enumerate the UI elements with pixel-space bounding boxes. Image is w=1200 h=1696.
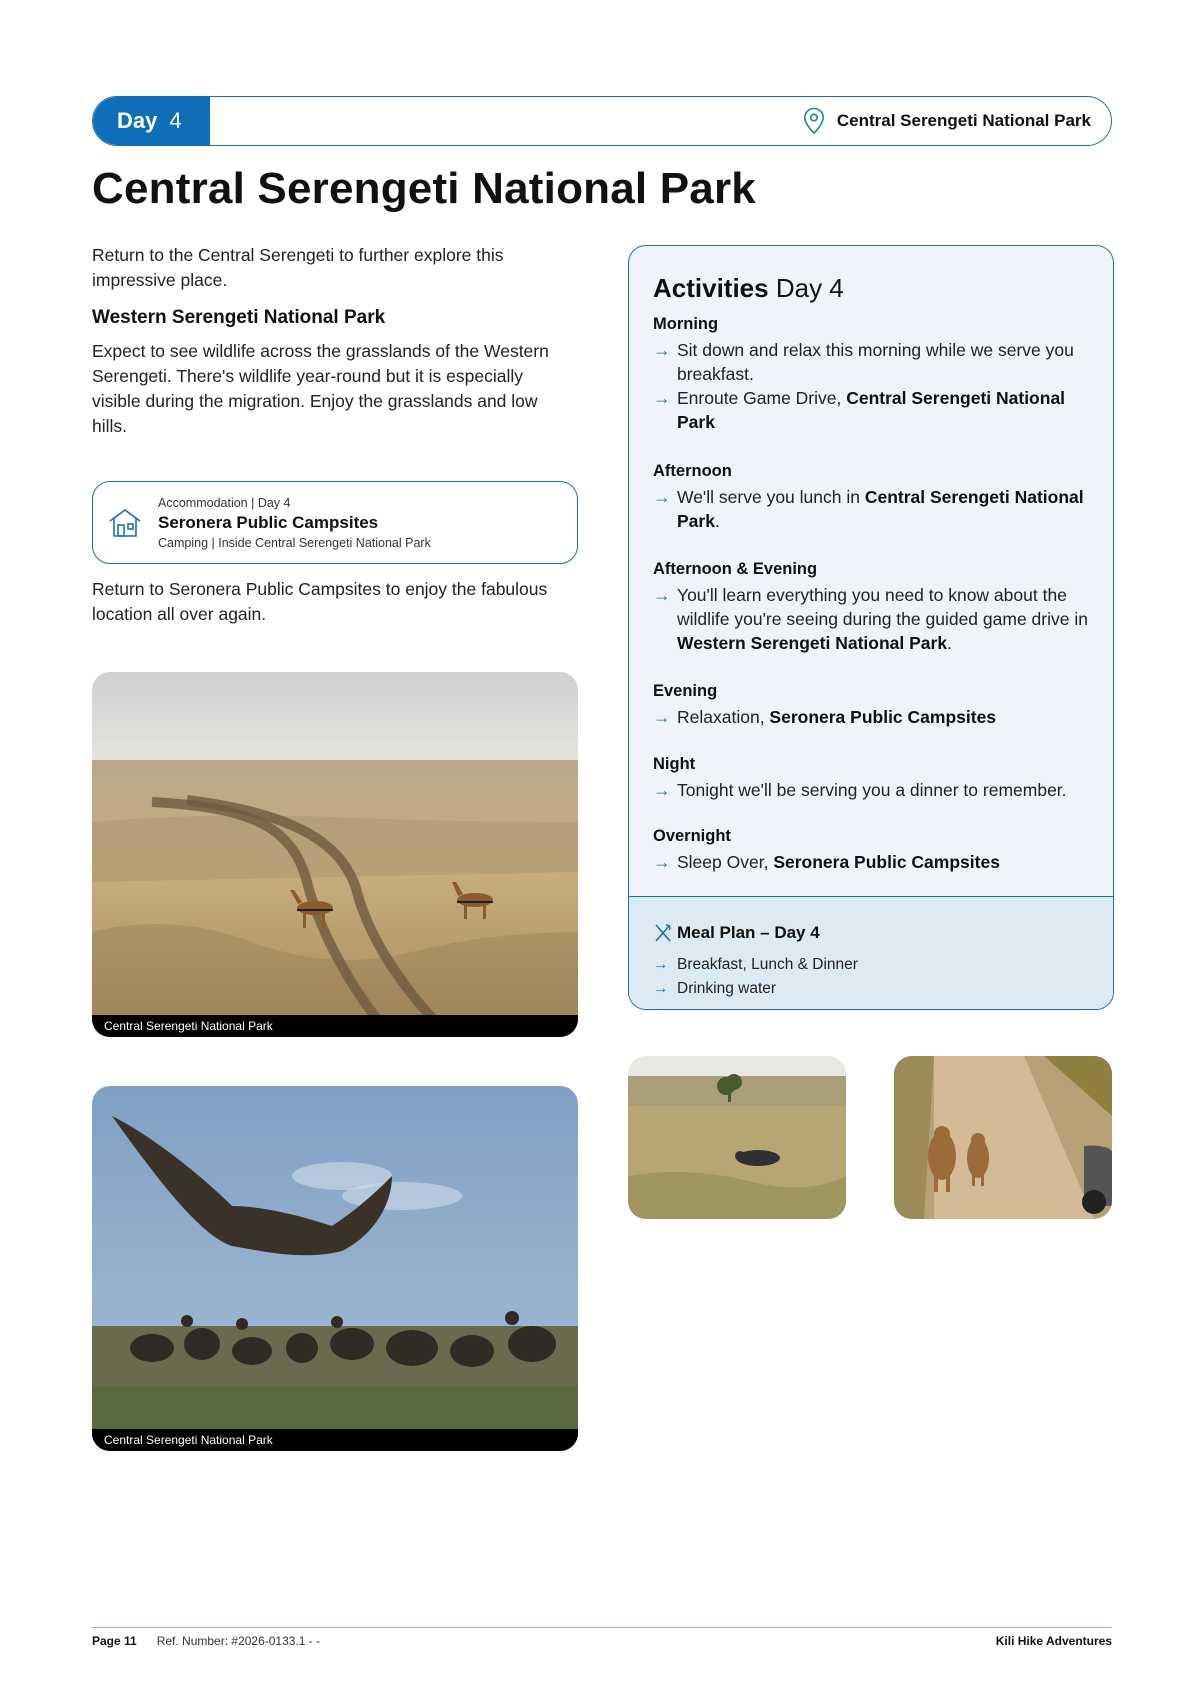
lions-road-image <box>894 1056 1112 1219</box>
day-location <box>803 107 1111 135</box>
activity-text: Enroute Game Drive, <box>677 388 847 408</box>
activity-night <box>653 755 1093 802</box>
photo-vultures <box>92 1086 578 1451</box>
activity-afternoon-evening <box>653 560 1093 655</box>
vultures-image <box>92 1086 578 1451</box>
arrow-right-icon: → <box>653 980 669 997</box>
activity-text: We'll serve you lunch in <box>677 487 865 507</box>
activities-title <box>653 273 844 304</box>
meal-item <box>653 977 858 1001</box>
section-heading: Western Serengeti National Park <box>92 307 386 328</box>
activity-label: Afternoon <box>653 462 732 480</box>
arrow-right-icon: → <box>653 585 671 605</box>
activity-item <box>653 778 1093 802</box>
activity-afternoon <box>653 462 1093 533</box>
arrow-right-icon: → <box>653 852 671 872</box>
map-pin-icon <box>803 107 825 135</box>
activity-text: Tonight we'll be serving you a dinner to remember. <box>677 780 1067 800</box>
activity-label: Morning <box>653 315 719 333</box>
photo-grassland-animal <box>628 1056 846 1219</box>
activity-label: Night <box>653 755 696 773</box>
activity-item <box>653 338 1093 386</box>
meal-item-text: Breakfast, Lunch & Dinner <box>677 956 858 973</box>
activities-title-rest: Day 4 <box>768 273 844 303</box>
activity-text: Relaxation, <box>677 707 770 727</box>
accommodation-name: Seronera Public Campsites <box>158 512 379 532</box>
activity-item <box>653 850 1093 874</box>
brand-name: Kili Hike Adventures <box>995 1634 1112 1648</box>
arrow-right-icon: → <box>653 388 671 408</box>
day-word: Day <box>117 108 158 133</box>
day-location-label: Central Serengeti National Park <box>836 111 1091 130</box>
footer <box>92 1634 1112 1648</box>
grassland-animal-image <box>628 1056 846 1219</box>
section-text: Expect to see wildlife across the grasslands of the Western Serengeti. There's wildlife year-round but it is especially visible during the migration. Enjoy the grasslands and low hills. <box>92 341 549 436</box>
meal-plan-list <box>653 953 858 1001</box>
activity-morning <box>653 315 1093 434</box>
activity-text-end: . <box>947 633 952 653</box>
activity-label: Evening <box>653 682 718 700</box>
arrow-right-icon: → <box>653 780 671 800</box>
activity-place: Central Serengeti National Park <box>677 388 1066 432</box>
day-number: 4 <box>169 108 182 133</box>
activity-overnight <box>653 827 1093 874</box>
page-title: Central Serengeti National Park <box>92 164 756 213</box>
photo-caption: Central Serengeti National Park <box>92 1429 578 1451</box>
arrow-right-icon: → <box>653 956 669 973</box>
day-pill <box>93 97 210 145</box>
activity-place: Seronera Public Campsites <box>773 852 1000 872</box>
activity-item <box>653 705 1093 729</box>
accommodation-sub: Camping | Inside Central Serengeti National Park <box>158 535 431 550</box>
activity-place: Western Serengeti National Park <box>677 633 948 653</box>
accommodation-meta: Accommodation | Day 4 <box>158 495 291 510</box>
activity-text: Sit down and relax this morning while we serve you breakfast. <box>677 340 1074 384</box>
activity-item <box>653 583 1093 655</box>
arrow-right-icon: → <box>653 340 671 360</box>
footer-divider <box>92 1627 1112 1628</box>
return-text: Return to Seronera Public Campsites to enjoy the fabulous location all over again. <box>92 579 548 624</box>
intro-text: Return to the Central Serengeti to further explore this impressive place. <box>92 245 504 290</box>
activity-text-end: . <box>714 511 720 531</box>
activity-evening <box>653 682 1093 729</box>
photo-caption: Central Serengeti National Park <box>92 1015 578 1037</box>
meal-plan <box>629 896 1113 1009</box>
meal-item <box>653 953 858 977</box>
reference-number: Ref. Number: #2026-0133.1 - - <box>156 1634 321 1648</box>
activity-item <box>653 386 1093 434</box>
activity-text: Sleep Over, <box>677 852 774 872</box>
meal-plan-title <box>653 923 820 943</box>
activity-place: Seronera Public Campsites <box>769 707 997 727</box>
activity-label: Overnight <box>653 827 731 845</box>
activities-card <box>628 245 1114 1010</box>
accommodation-card[interactable] <box>92 481 578 564</box>
arrow-right-icon: → <box>653 487 671 507</box>
day-header-bar <box>92 96 1112 146</box>
cutlery-icon <box>653 923 673 943</box>
meal-item-text: Drinking water <box>677 980 777 997</box>
arrow-right-icon: → <box>653 707 671 727</box>
activities-title-bold: Activities <box>653 273 769 303</box>
activity-place: Central Serengeti National Park <box>677 487 1084 531</box>
gazelles-image <box>92 672 578 1037</box>
house-icon <box>107 505 143 541</box>
activity-text: You'll learn everything you need to know about the wildlife you're seeing during the guided game drive in <box>677 585 1088 629</box>
photo-lions-road <box>894 1056 1112 1219</box>
activity-item <box>653 485 1093 533</box>
activity-label: Afternoon & Evening <box>653 560 818 578</box>
page-number: Page 11 <box>92 1634 137 1648</box>
meal-plan-title-text: Meal Plan – Day 4 <box>677 923 820 942</box>
photo-gazelles <box>92 672 578 1037</box>
